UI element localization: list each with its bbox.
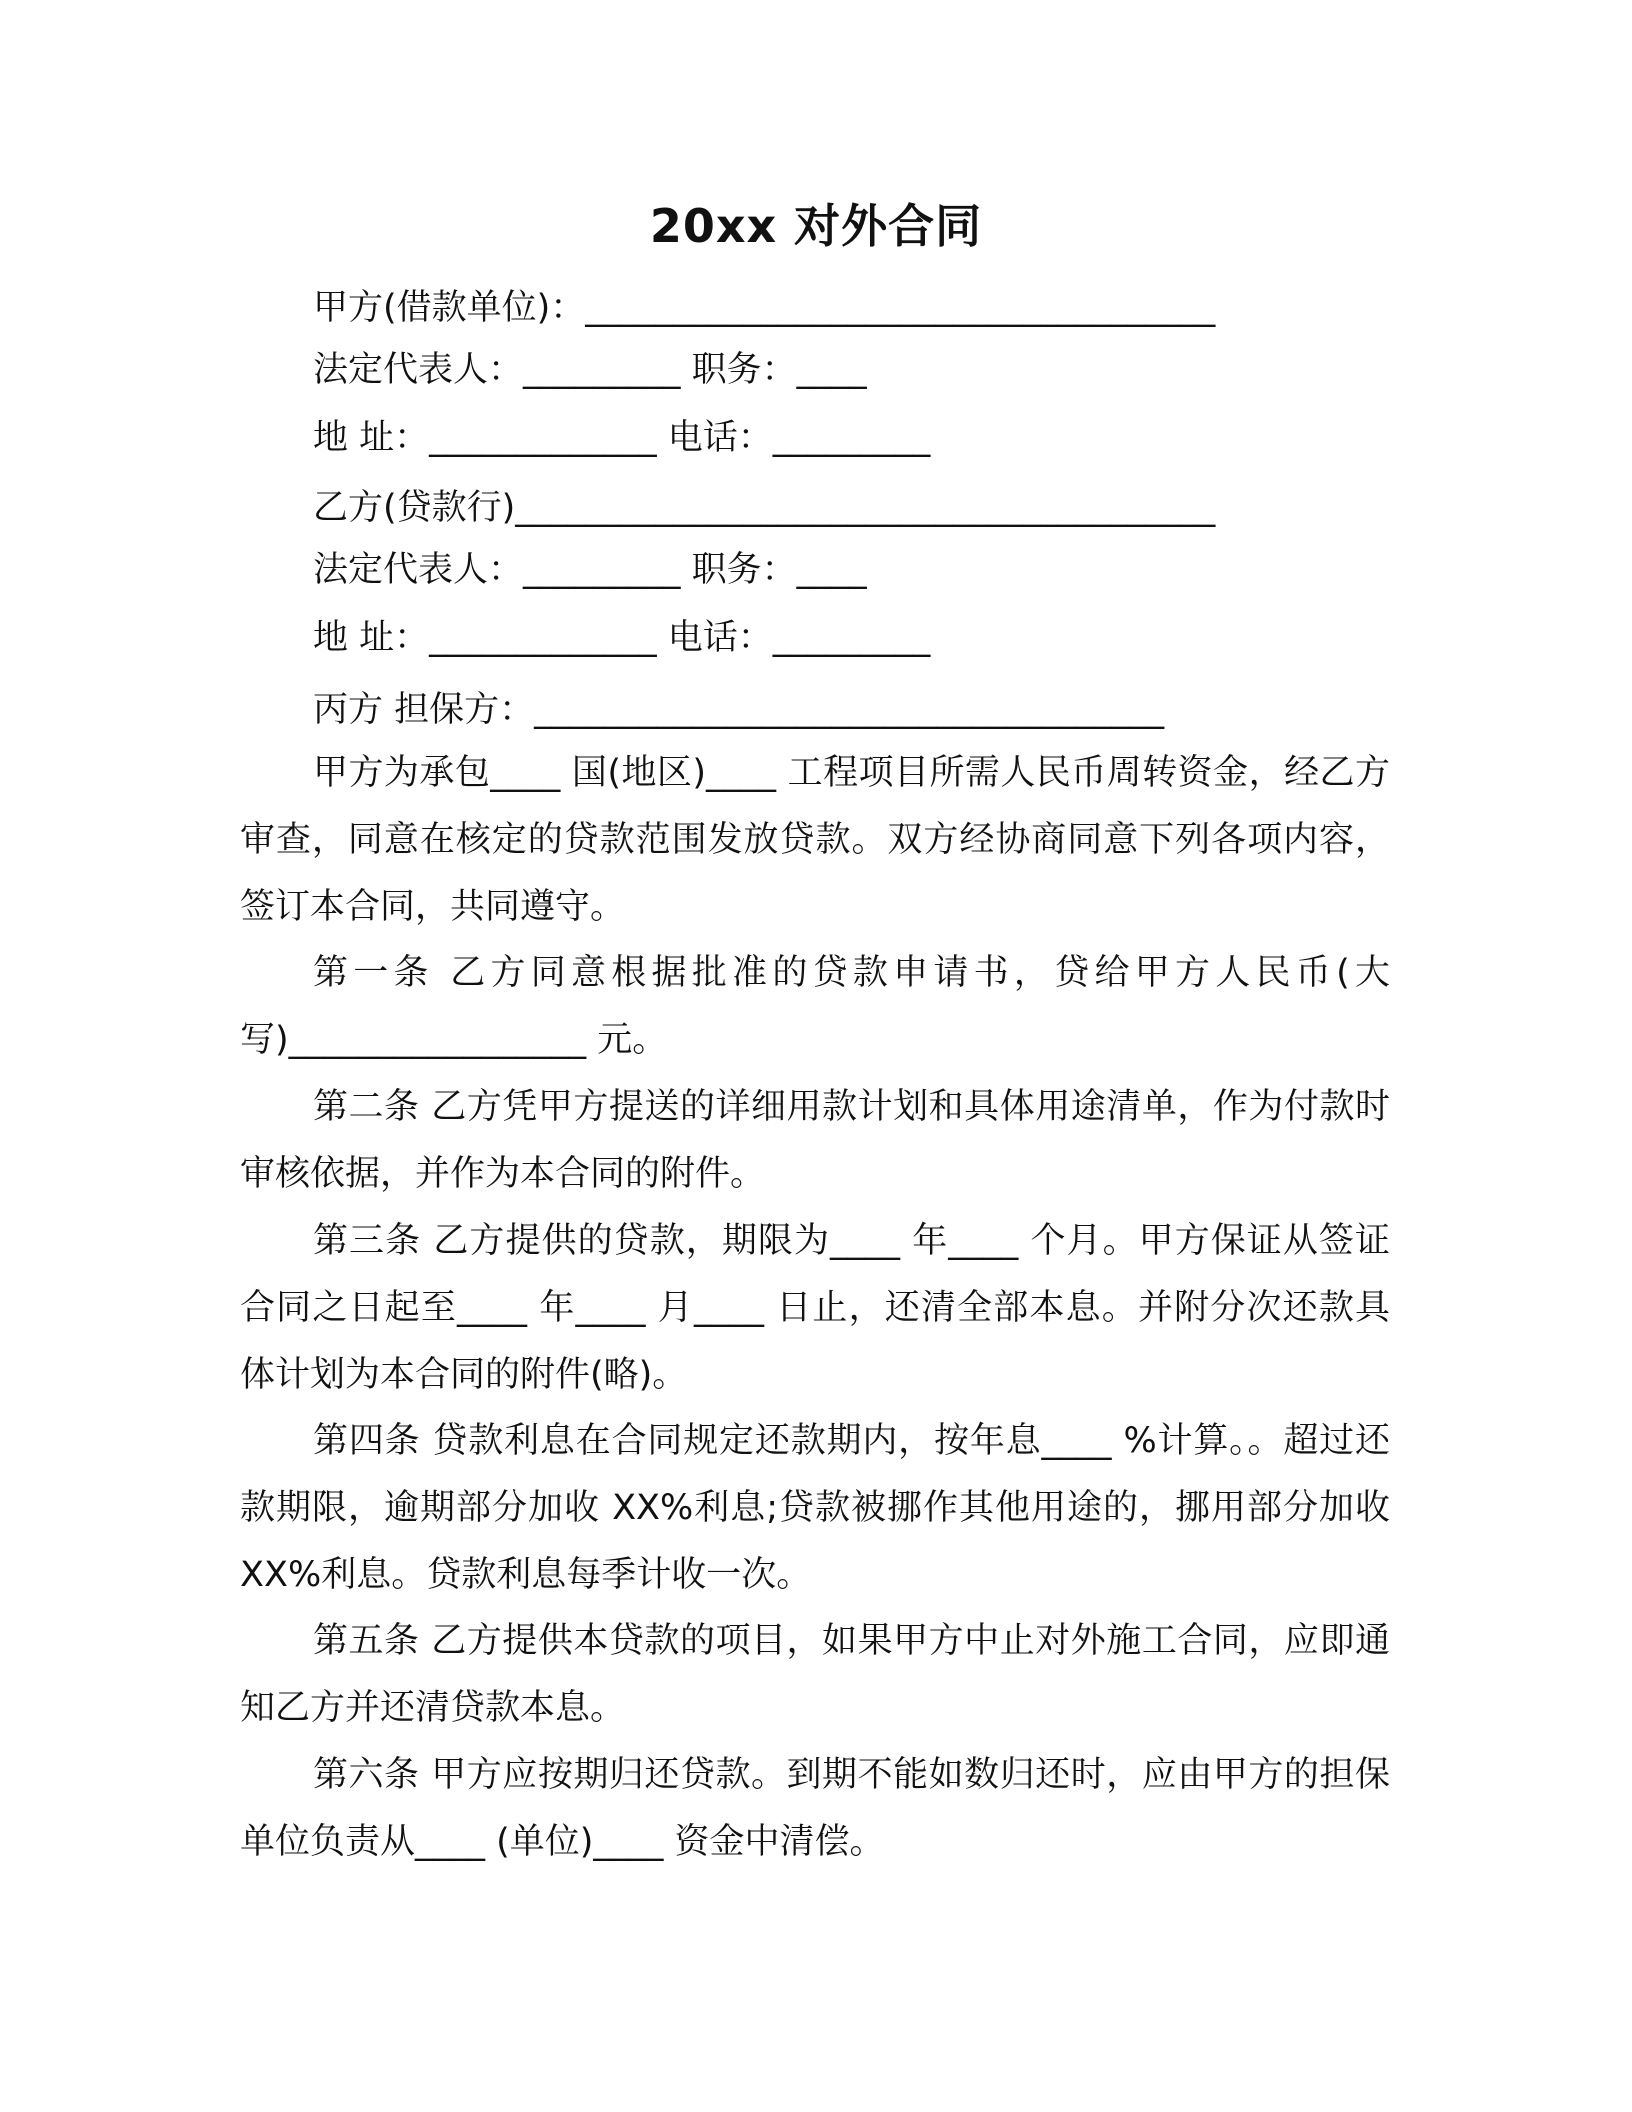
article-6-paragraph: 第六条 甲方应按期归还贷款。到期不能如数归还时，应由甲方的担保单位负责从____ (单位)____ 资金中清偿。 bbox=[240, 1755, 1390, 1862]
article-4-paragraph: 第四条 贷款利息在合同规定还款期内，按年息____ %计算。。超过还款期限，逾期部分加收 XX%利息;贷款被挪作其他用途的，挪用部分加收 XX%利息。贷款利息每季计收一次。 bbox=[240, 1421, 1390, 1595]
party-a-address-line: 地 址：_____________ 电话：_________ bbox=[313, 418, 931, 458]
article-3-paragraph: 第三条 乙方提供的贷款，期限为____ 年____ 个月。甲方保证从签证合同之日起至____ 年____ 月____ 日止，还清全部本息。并附分次还款具体计划为本合同的附件(略)。 bbox=[240, 1221, 1390, 1395]
document-title: 20xx 对外合同 bbox=[649, 199, 983, 253]
party-b-address-line: 地 址：_____________ 电话：_________ bbox=[313, 618, 931, 658]
article-2-paragraph: 第二条 乙方凭甲方提送的详细用款计划和具体用途清单，作为付款时审核依据，并作为本合同的附件。 bbox=[240, 1087, 1390, 1194]
party-c-guarantor-line: 丙方 担保方：____________________________________ bbox=[313, 690, 1165, 730]
article-5-paragraph: 第五条 乙方提供本贷款的项目，如果甲方中止对外施工合同，应即通知乙方并还清贷款本息。 bbox=[240, 1621, 1390, 1728]
article-1-paragraph: 第一条 乙方同意根据批准的贷款申请书，贷给甲方人民币(大写)_________________ 元。 bbox=[240, 953, 1390, 1060]
party-a-line: 甲方(借款单位)：____________________________________ bbox=[313, 288, 1216, 328]
party-a-representative-line: 法定代表人：_________ 职务：____ bbox=[313, 350, 867, 390]
party-b-line: 乙方(贷款行)________________________________________ bbox=[313, 488, 1216, 528]
party-b-representative-line: 法定代表人：_________ 职务：____ bbox=[313, 550, 867, 590]
intro-paragraph: 甲方为承包____ 国(地区)____ 工程项目所需人民币周转资金，经乙方审查，同意在核定的贷款范围发放贷款。双方经协商同意下列各项内容，签订本合同，共同遵守。 bbox=[240, 753, 1390, 927]
